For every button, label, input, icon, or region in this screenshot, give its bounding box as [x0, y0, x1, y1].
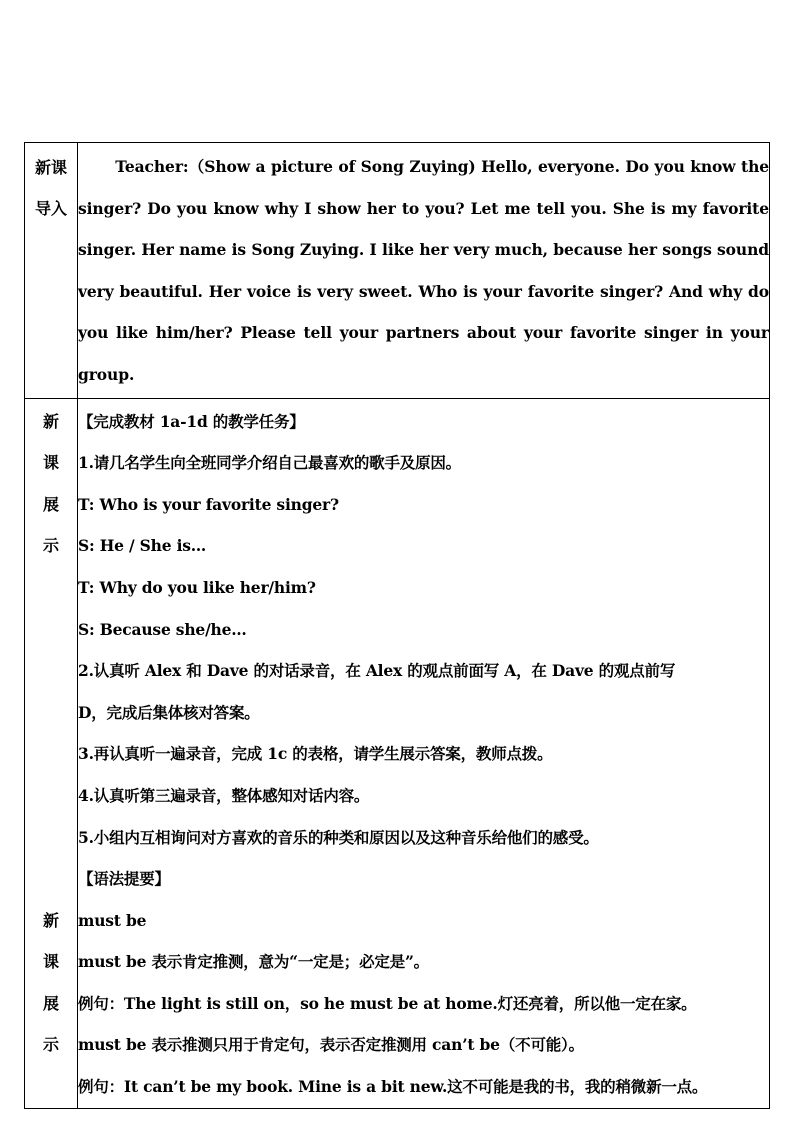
grammar-line: must be 表示推测只用于肯定句，表示否定推测用 can’t be（不可能）。 [78, 1035, 584, 1055]
dialog-line: S: He / She is… [78, 536, 207, 556]
task-line-1: 1.请几名学生向全班同学介绍自己最喜欢的歌手及原因。 [78, 453, 461, 473]
task-line-5: 5.小组内互相询问对方喜欢的音乐的种类和原因以及这种音乐给他们的感受。 [78, 827, 599, 847]
show-label-char: 新 [42, 411, 59, 431]
show-lines [78, 399, 769, 1108]
show-label-group-bottom [25, 900, 77, 1066]
dialog-line: T: Who is your favorite singer? [78, 494, 339, 514]
show-label-char: 展 [42, 494, 59, 514]
task-line-3: 3.再认真听一遍录音，完成 1c 的表格，请学生展示答案，教师点拨。 [78, 744, 553, 764]
intro-content-cell [78, 143, 770, 399]
intro-row [25, 143, 770, 399]
show-label-group-top [25, 401, 77, 567]
intro-label-cell [25, 143, 78, 399]
show-label-cell [25, 398, 78, 1108]
lesson-plan-table [24, 142, 770, 1109]
task-line-4: 4.认真听第三遍录音，整体感知对话内容。 [78, 785, 370, 805]
dialog-line: T: Why do you like her/him? [78, 577, 316, 597]
intro-paragraph: Teacher:（Show a picture of Song Zuying) Hello, everyone. Do you know the singer? Do you know why I show her to you? Let me tell you. She is my favorite singer. Her name is Song Zuying. I like her very much, because her songs sound very beautiful. Her voice is very sweet. Who is your favorite singer? And why do you like him/her? Please tell your partners about your favorite singer in your group. [78, 157, 769, 384]
show-content-cell [78, 398, 770, 1108]
example-line: 例句：It can’t be my book. Mine is a bit new.这不可能是我的书，我的稍微新一点。 [78, 1077, 708, 1097]
grammar-line: must be [78, 910, 147, 930]
show-label-char: 示 [42, 1035, 59, 1055]
dialog-line: S: Because she/he… [78, 619, 247, 639]
example-line: 例句：The light is still on，so he must be at home.灯还亮着，所以他一定在家。 [78, 993, 697, 1013]
show-label-char: 示 [42, 536, 59, 556]
task-heading: 【完成教材 1a-1d 的教学任务】 [78, 411, 305, 431]
task-line-2: 2.认真听 Alex 和 Dave 的对话录音，在 Alex 的观点前面写 A，在 Dave 的观点前写 [78, 661, 676, 681]
grammar-line: must be 表示肯定推测，意为“一定是；必定是”。 [78, 952, 429, 972]
intro-label-line2: 导入 [34, 199, 67, 218]
show-label-char: 展 [42, 993, 59, 1013]
intro-label [25, 143, 77, 229]
show-label-char: 课 [42, 952, 59, 972]
show-row [25, 398, 770, 1108]
show-label [25, 399, 77, 1105]
intro-label-line1: 新课 [34, 158, 67, 177]
task-line-2-cont: D，完成后集体核对答案。 [78, 702, 260, 722]
grammar-heading: 【语法提要】 [78, 869, 170, 889]
show-label-char: 课 [42, 453, 59, 473]
show-label-char: 新 [42, 910, 59, 930]
